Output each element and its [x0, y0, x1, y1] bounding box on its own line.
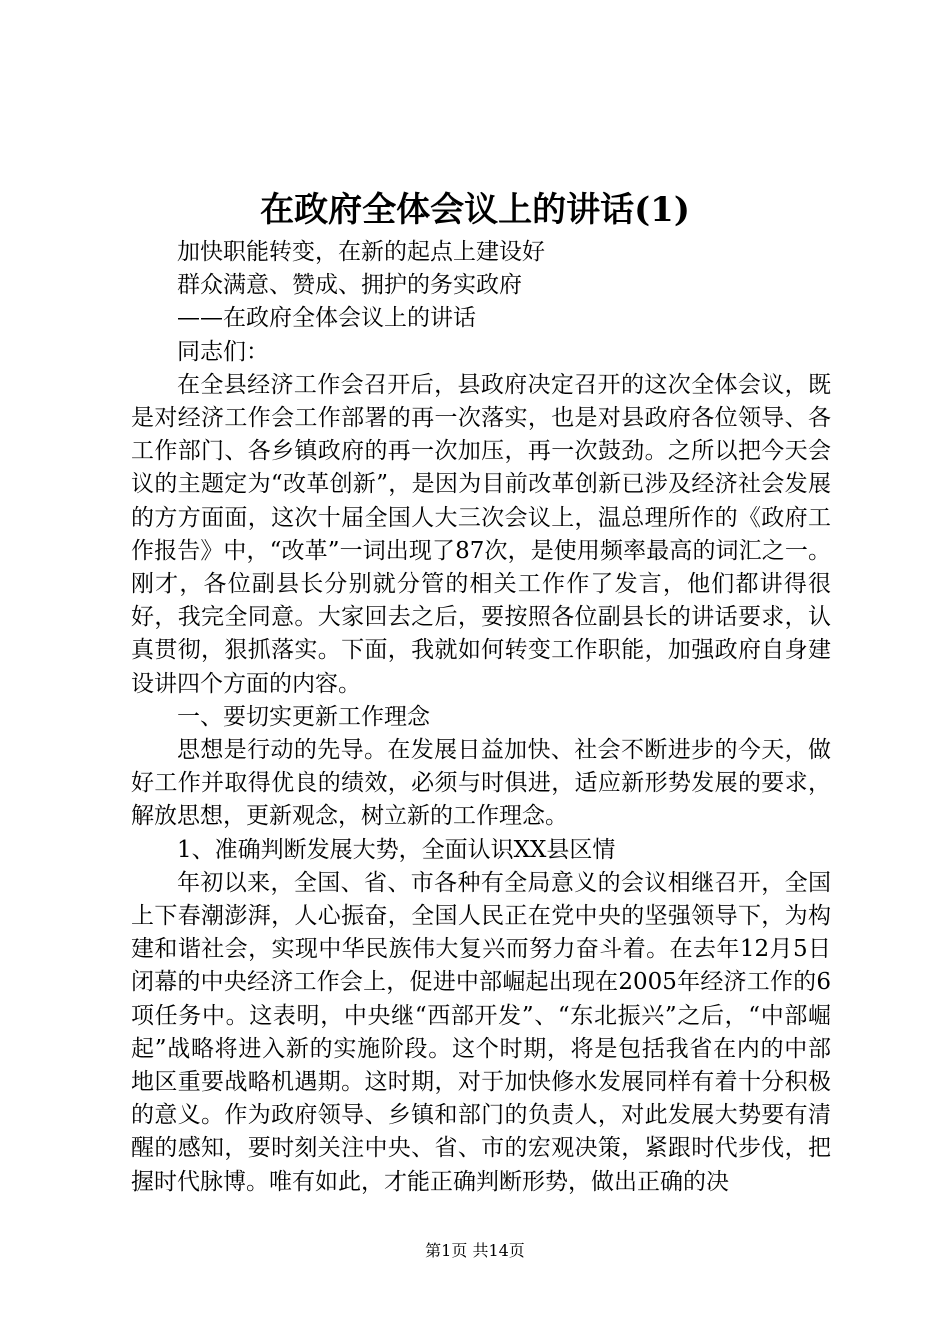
subtitle-line-2: 群众满意、赞成、拥护的务实政府	[177, 272, 522, 299]
document-title: 在政府全体会议上的讲话(1)	[260, 190, 690, 230]
section-heading: 一、要切实更新工作理念	[177, 703, 430, 730]
subtitle-line-1: 加快职能转变，在新的起点上建设好	[177, 239, 545, 265]
paragraph: 年初以来，全国、省、市各种有全局意义的会议相继召开，全国上下春潮澎湃，人心振奋，全国人民正在党中央的坚强领导下，为构建和谐社会，实现中华民族伟大复兴而努力奋斗着。在去年12月5日闭幕的中央经济工作会上，促进中部崛起出现在2005年经济工作的6项任务中。这表明，中央继“西部开发”、“东北振兴”之后，“中部崛起”战略将进入新的实施阶段。这个时期，将是包括我省在内的中部地区重要战略机遇期。这时期，对于加快修水发展同样有着十分积极的意义。作为政府领导、乡镇和部门的负责人，对此发展大势要有清醒的感知，要时刻关注中央、省、市的宏观决策，紧跟时代步伐，把握时代脉博。唯有如此，才能正确判断形势，做出正确的决	[131, 869, 831, 1195]
paragraph: 思想是行动的先导。在发展日益加快、社会不断进步的今天，做好工作并取得优良的绩效，必须与时俱进，适应新形势发展的要求，解放思想，更新观念，树立新的工作理念。	[131, 737, 831, 830]
subsection-heading: 1、准确判断发展大势，全面认识XX县区情	[177, 836, 616, 863]
document-body	[131, 236, 831, 1199]
paragraph: 在全县经济工作会召开后，县政府决定召开的这次全体会议，既是对经济工作会工作部署的再一次落实，也是对县政府各位领导、各工作部门、各乡镇政府的再一次加压，再一次鼓劲。之所以把今天会议的主题定为“改革创新”，是因为目前改革创新已涉及经济社会发展的方方面面，这次十届全国人大三次会议上，温总理所作的《政府工作报告》中，“改革”一词出现了87次，是使用频率最高的词汇之一。刚才，各位副县长分别就分管的相关工作作了发言，他们都讲得很好，我完全同意。大家回去之后，要按照各位副县长的讲话要求，认真贯彻，狠抓落实。下面，我就如何转变工作职能，加强政府自身建设讲四个方面的内容。	[131, 371, 831, 697]
page-footer: 第1页 共14页	[425, 1241, 525, 1260]
subtitle-line-3: ——在政府全体会议上的讲话	[177, 305, 476, 332]
salutation: 同志们：	[177, 338, 269, 365]
